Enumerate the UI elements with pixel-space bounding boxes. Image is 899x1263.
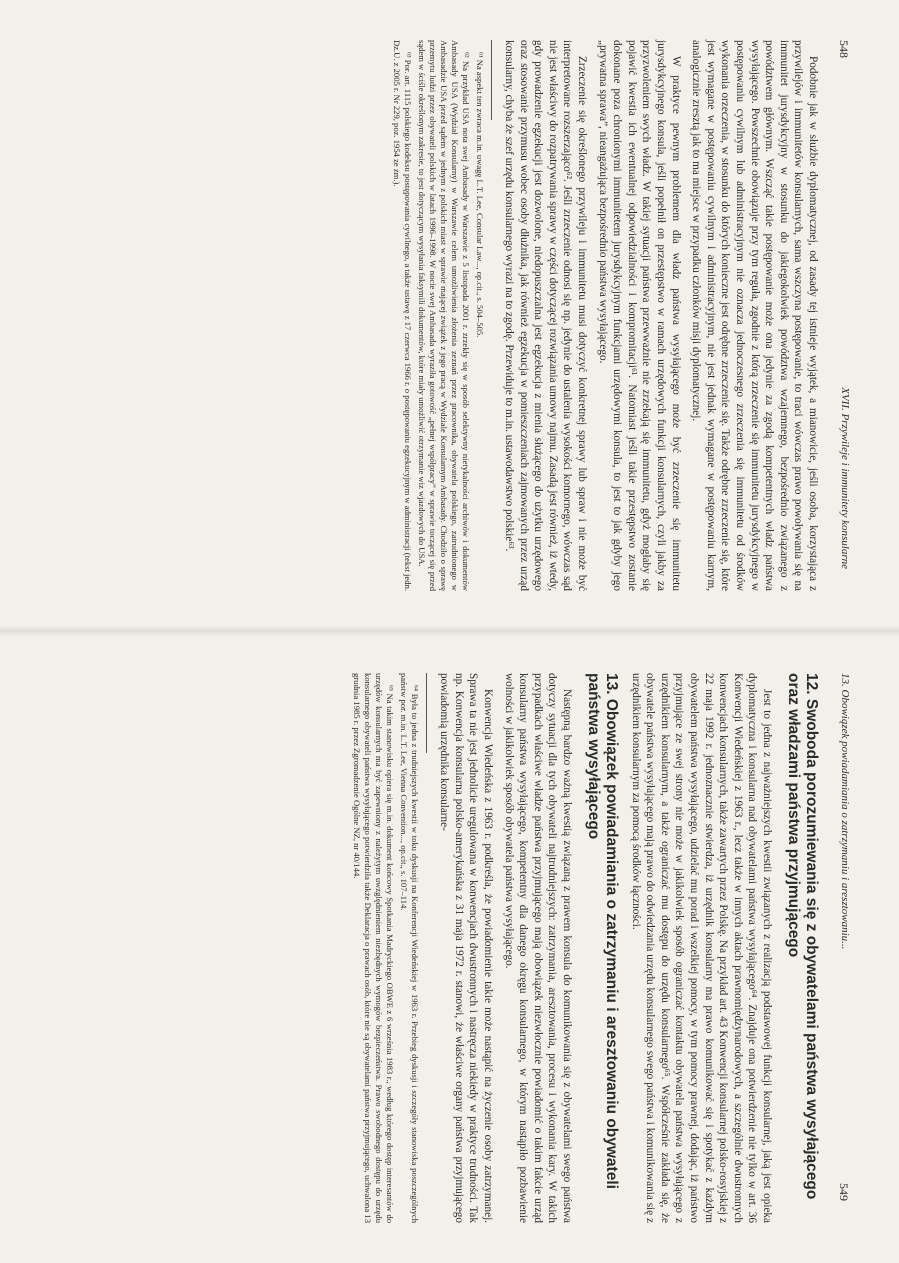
footnote: ⁶³ Por. art. 1115 polskiego kodeksu postępowania cywilnego, a także ustawę z 17 czerwca 1966 r. o postępowaniu egzekucyjnym w administracji (tekst jedn. Dz.U. z 2005 r. Nr 229, poz. 1954 ze zm.).: [391, 40, 413, 591]
left-page: [0, 0, 899, 631]
right-page: [0, 631, 899, 1263]
body-paragraph: Następną bardzo ważną kwestią związaną z prawem konsula do komunikowania się z obywatelami swego państwa dotyczy sytuacji dla tych obywateli najtrudniejszych: zatrzymania, aresztowania, procesu i wykonania kary. W takich przypadkach właściwe władze państwa przyjmującego mają obowiązek niezwłocznie powiadomić o takim fakcie urząd konsularny państwa wysyłającego, kompetentny dla danego okręgu konsularnego, w którym nastąpiło pozbawienie wolności w jakikolwiek sposób obywatela państwa wysyłającego.: [502, 673, 574, 1223]
section-heading: 13. Obowiązek powiadamiania o zatrzymaniu i aresztowaniu obywateli państwa wysyłającego: [585, 673, 621, 1189]
running-head-right: 13. Obowiązek powiadamiania o zatrzymaniu i aresztowaniu...: [839, 673, 851, 950]
body-paragraph: Podobnie jak w służbie dyplomatycznej, od zasady tej istnieje wyjątek, a mianowicie, jeśli osoba, korzystająca z przywilejów i immunitetów konsularnych, sama wszczyna postępowanie, to traci wówczas prawo powoływania się na immunitet jurysdykcyjny w stosunku do jakiegokolwiek powództwa wzajemnego, bezpośrednio związanego z powództwem głównym. Wszcząć takie postępowanie może ona jedynie za zgodą kompetentnych władz państwa wysyłającego. Powszechnie obowiązuje przy tym reguła, zgodnie z którą zrzeczenie się immunitetu jurysdykcyjnego w postępowaniu cywilnym lub administracyjnym nie oznacza jednoczesnego zrzeczenia się immunitetu od środków wykonania orzeczenia, w stosunku do których konieczne jest odrębne zrzeczenie się. Także odrębne zrzeczenie się, które jest wymagane w postępowaniu cywilnym i administracyjnym, nie jest jednak wymagane w postępowaniu karnym, analogicznie zresztą jak to ma miejsce w przypadku członków misji dyplomatycznej.: [690, 40, 819, 591]
footnote-divider: [491, 40, 492, 120]
footnote: ⁶⁵ Na takim stanowisku opiera się m.in. dokument końcowy Spotkania Madryckiego OBWE z 6 września 1983 r., według którego dostęp interesantów do urzędów konsularnych ma być zapewniony z należytym uwzględnieniem niezbędnych wymogów bezpieczeństwa. Prawo swobodnego dostępu do urzędu konsularnego obywateli państwa wysyłającego potwierdziła także Deklaracja o prawach osób, które nie są obywatelami państwa przyjmującego, uchwalona 13 grudnia 1985 r. przez Zgromadzenie Ogólne NZ, nr 40/144.: [351, 673, 395, 1223]
body-paragraph: Konwencja Wiedeńska z 1963 r. podkreśla, że powiadomienie takie może nastąpić na życzenie osoby zatrzymanej. Sprawa ta nie jest jednolicie uregulowana w konwencjach dwustronnych i nastręcza niekiedy w praktyce trudności. Tak np. Konwencja konsularna polsko-amerykańska z 31 maja 1972 r. stanowi, że właściwe organy państwa przyjmującego powiadomią urzędnika konsularne-: [438, 673, 495, 1223]
running-header-right: [836, 673, 851, 1201]
body-paragraph: Zrzeczenie się określonego przywileju i immunitetu musi dotyczyć konkretnej sprawy lub spraw i nie może być interpretowane rozszerzająco⁶². Jeśli zrzeczenie odnosi się np. jedynie do ustalenia wysokości komornego, wówczas sąd nie jest właściwy do rozpatrywania sprawy w części dotyczącej rozwiązania umowy najmu. Zasadą jest również, iż wtedy, gdy prowadzenie egzekucji jest dozwolone, niedopuszczalna jest egzekucja z mienia służącego do użytku urzędowego oraz stosowanie przymusu wobec osoby dłużnika, jak również egzekucja w pomieszczeniach zajmowanych przez urząd konsularny, chyba że szef urzędu konsularnego wyrazi na to zgodę. Przewiduje to m.in. ustawodawstwo polskie⁶³.: [503, 40, 589, 591]
footnote: ⁶⁴ Była to jedna z trudniejszych kwestii w toku dyskusji na Konferencji Wiedeńskiej w 1963 r. Przebieg dyskusji i szczegóły stanowiska poszczególnych państw por. m.in. L.T. Lee, Vienna Convention..., op.cit., s. 107–114.: [398, 673, 420, 1223]
body-paragraph: W praktyce pewnym problemem dla władz państwa wysyłającego może być zrzeczenie się immunitetu jurysdykcyjnego konsula, jeśli popełnił on przestępstwo w ramach urzędowych funkcji konsularnych, czyli jakby za przyzwoleniem swych władz. W takiej sytuacji państwa przewważnie nie zrzekają się immunitetu, gdyż mogłaby się pojawić kwestia ich ewentualnej odpowiedzialności i kompromitacji⁶¹. Natomiast jeśli takie przestępstwo zostanie dokonane poza chronionymi immunitetem jurysdykcyjnym funkcjami urzędowymi konsula, to jest to jak gdyby jego „prywatna sprawa”, nieangażująca bezpośrednio państwa wysyłającego.: [596, 40, 682, 591]
footnote: ⁶² Na przykład USA nota swej Ambasady w Warszawie z 5 listopada 2001 r. zrzekły się w sposób selektywny nietykalności archiwów i dokumentów Ambasady USA (Wydział Konsularny) w Warszawie celem umożliwienia złożenia zeznań przez pracownika, obywatela polskiego, zatrudnionego w Ambasadzie USA przed sądem w jednym z polskich miast w sprawie mającej związek z jego pracą w Wydziale Konsularnym Ambasady. Chodziło o sprawę przemytu ludzi przez obywateli polskich w latach 1996–1998. W nocie swej Ambasada wyraziła gotowość „pełnej współpracy” w sprawie toczącej się przed sądem w ściśle określonym zakresie, to jest dotyczącym wysyłania faksymili dokumentów, które miały umożliwić otrzymanie wiz wjazdowych do USA.: [416, 40, 471, 591]
running-header-left: [836, 40, 851, 569]
section-heading: 12. Swoboda porozumiewania się z obywatelami państwa wysyłającego oraz władzami państwa przyjmującego: [785, 673, 820, 1200]
page-number-left: 548: [837, 40, 851, 58]
running-head-left: XVII. Przywileje i immunitety konsularne: [839, 387, 851, 569]
footnote-divider: [426, 673, 427, 753]
footnote: ⁶¹ Na aspekt ten zwraca m.in. uwagę L.T. Lee, Consular Law..., op.cit., s. 504–505.: [474, 52, 485, 338]
body-paragraph: Jest to jedna z najważniejszych kwestii związanych z realizacją podstawowej funkcji konsularnej, jaką jest opieka dyplomatyczna i konsularna nad obywatelami państwa wysyłającego⁶⁴. Znajduje ona potwierdzenie nie tylko w art. 36 Konwencji Wiedeńskiej z 1963 r., lecz także w innych aktach prawnomiędzynarodowych, a szczególnie dwustronnych konwencjach konsularnych, także zawartych przez Polskę. Na przykład art. 43 Konwencji konsularnej polsko-rosyjskiej z 22 maja 1992 r. jednoznacznie stwierdza, iż urzędnik konsularny ma prawo komunikować się i spotykać z każdym obywatelem państwa wysyłającego, udzielać mu porad i wszelkiej pomocy, w tym pomocy prawnej, dodając, iż państwo przyjmujące ze swej strony nie może w jakikolwiek sposób ograniczać kontaktu obywatela państwa wysyłającego z urzędnikiem konsularnym, a także ograniczać mu dostępu do urzędu konsularnego⁶⁵. Współcześnie zakłada się, że obywatele państwa wysyłającego mają prawo do odwiedzania urzędu konsularnego swego państwa i komunikowania się z urzędnikiem konsularnym za pomocą środków łączności.: [629, 673, 773, 1223]
page-number-right: 549: [837, 1183, 851, 1201]
